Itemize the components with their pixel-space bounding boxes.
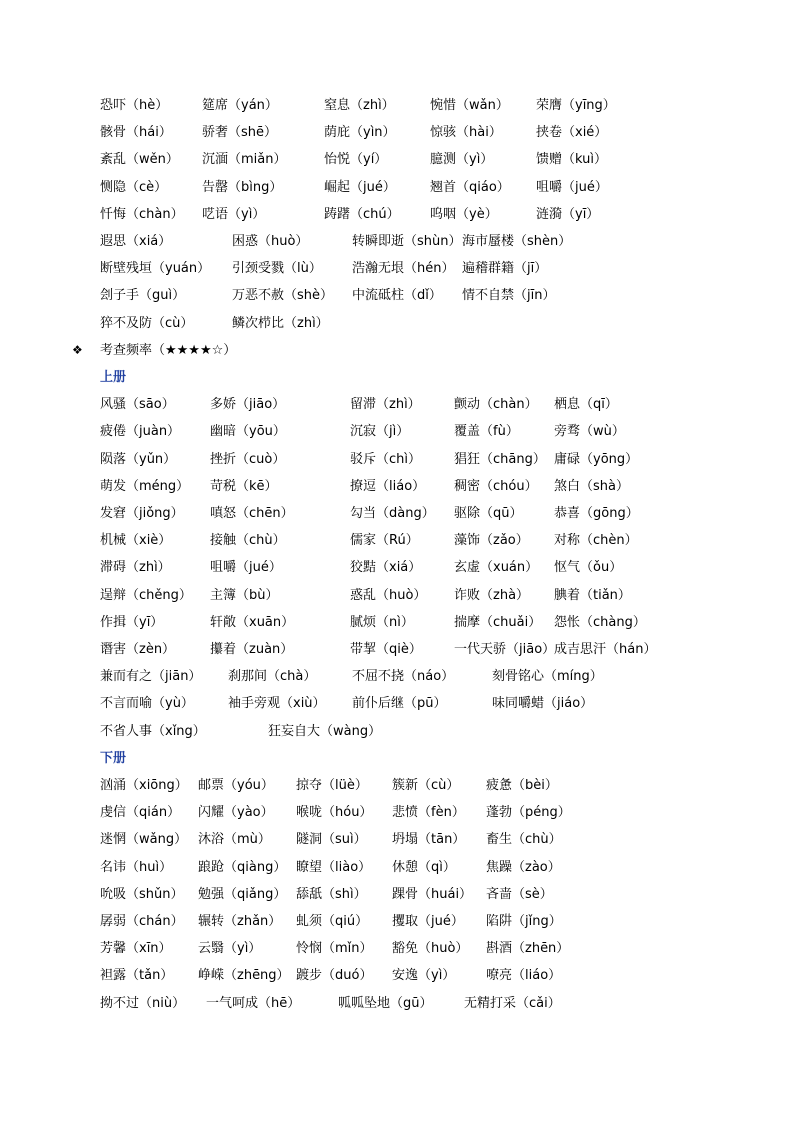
vocab-entry: 袒露（tǎn） <box>100 968 174 984</box>
vocab-entry: 沉湎（miǎn） <box>202 152 287 168</box>
vocab-entry: 悲愤（fèn） <box>392 805 465 821</box>
vocab-entry: 刽子手（guì） <box>100 288 186 304</box>
vocab-entry: 骄奢（shē） <box>202 125 278 141</box>
vocab-entry: 狂妄自大（wàng） <box>268 723 382 739</box>
volume-subheading: 下册 <box>100 750 127 766</box>
vocab-entry: 逞辩（chěng） <box>100 587 192 603</box>
vocab-entry: 陨落（yǔn） <box>100 451 177 467</box>
vocab-entry: 筵席（yán） <box>202 98 278 113</box>
vocab-entry: 坍塌（tān） <box>392 832 466 848</box>
vocab-entry: 挟卷（xié） <box>536 125 608 141</box>
vocab-entry: 邮票（yóu） <box>198 778 274 793</box>
vocab-entry: 遐思（xiá） <box>100 234 172 249</box>
vocab-entry: 豁免（huò） <box>392 941 469 957</box>
vocab-entry: 前仆后继（pū） <box>352 696 447 712</box>
vocab-entry: 勉强（qiǎng） <box>198 886 287 902</box>
vocab-entry: 臆测（yì） <box>430 152 494 168</box>
vocab-entry: 撩逗（liáo） <box>350 478 426 494</box>
vocab-entry: 万恶不赦（shè） <box>232 288 334 304</box>
vocab-entry: 不屈不挠（náo） <box>352 669 455 685</box>
vocab-entry: 转瞬即逝（shùn） <box>352 234 462 249</box>
vocab-entry: 惋惜（wǎn） <box>430 98 509 113</box>
vocab-entry: 成吉思汗（hán） <box>554 642 657 657</box>
vocab-entry: 拗不过（niù） <box>100 995 186 1011</box>
vocab-entry: 告罄（bìng） <box>202 179 283 195</box>
vocab-entry: 滞碍（zhì） <box>100 560 171 576</box>
vocab-entry: 名讳（huì） <box>100 859 173 875</box>
vocab-entry: 猖狂（chāng） <box>454 451 546 467</box>
vocab-entry: 辗转（zhǎn） <box>198 914 282 929</box>
vocab-entry: 猝不及防（cù） <box>100 315 194 331</box>
vocab-entry: 迷惘（wǎng） <box>100 832 188 848</box>
vocab-entry: 勾当（dàng） <box>350 506 435 521</box>
vocab-entry: 儒家（Rú） <box>350 533 419 549</box>
vocab-entry: 带挈（qiè） <box>350 642 422 657</box>
vocab-entry: 多娇（jiāo） <box>210 397 286 413</box>
vocab-entry: 舔舐（shì） <box>296 886 367 902</box>
vocab-entry: 对称（chèn） <box>554 533 638 549</box>
vocab-entry: 忏悔（chàn） <box>100 206 184 222</box>
vocab-entry: 机械（xiè） <box>100 533 172 549</box>
vocab-entry: 蓬勃（péng） <box>486 805 571 821</box>
diamond-bullet-icon: ❖ <box>72 342 83 357</box>
vocab-entry: 苛税（kē） <box>210 478 278 494</box>
vocab-entry: 风骚（sāo） <box>100 397 175 413</box>
vocab-entry: 怄气（ǒu） <box>554 560 623 576</box>
vocab-entry: 惊骇（hài） <box>430 125 502 141</box>
vocab-entry: 斟酒（zhēn） <box>486 941 570 957</box>
vocab-entry: 云翳（yì） <box>198 941 262 957</box>
vocab-entry: 恐吓（hè） <box>100 98 169 113</box>
vocab-entry: 作揖（yī） <box>100 614 164 630</box>
vocab-entry: 汹涌（xiōng） <box>100 778 188 793</box>
vocab-entry: 庸碌（yōng） <box>554 451 639 467</box>
vocab-entry: 畜生（chù） <box>486 832 562 848</box>
vocab-entry: 轩敞（xuān） <box>210 614 295 630</box>
vocab-entry: 不省人事（xǐng） <box>100 723 206 739</box>
vocab-entry: 攥着（zuàn） <box>210 642 294 657</box>
vocab-entry: 幽暗（yōu） <box>210 424 286 440</box>
vocab-entry: 隧洞（suì） <box>296 832 367 848</box>
vocab-entry: 味同嚼蜡（jiáo） <box>492 696 594 712</box>
vocab-entry: 刹那间（chà） <box>228 669 317 685</box>
vocab-entry: 怡悦（yí） <box>324 152 388 168</box>
vocab-entry: 窒息（zhì） <box>324 98 395 113</box>
vocab-entry: 馈赠（kuì） <box>536 152 607 168</box>
vocab-entry: 掠夺（lüè） <box>296 778 368 793</box>
vocab-entry: 诈败（zhà） <box>454 587 530 603</box>
vocab-entry: 怨怅（chàng） <box>554 614 646 630</box>
vocab-entry: 困惑（huò） <box>232 234 309 249</box>
vocab-entry: 骸骨（hái） <box>100 125 172 141</box>
vocab-entry: 沉寂（jì） <box>350 424 410 440</box>
vocab-entry: 驱除（qū） <box>454 506 523 521</box>
vocab-entry: 主簿（bù） <box>210 587 279 603</box>
vocab-entry: 踌躇（chú） <box>324 206 400 222</box>
vocab-entry: 荣膺（yīng） <box>536 98 616 113</box>
vocab-entry: 咀嚼（jué） <box>210 560 282 576</box>
vocab-entry: 腻烦（nì） <box>350 614 414 630</box>
vocab-entry: 嘹亮（liáo） <box>486 968 562 984</box>
vocab-entry: 芳馨（xīn） <box>100 941 172 957</box>
vocab-entry: 挫折（cuò） <box>210 451 286 467</box>
vocab-entry: 恻隐（cè） <box>100 179 168 195</box>
vocab-entry: 疲倦（juàn） <box>100 424 181 440</box>
vocab-entry: 紊乱（wěn） <box>100 152 179 168</box>
vocab-entry: 藻饰（zǎo） <box>454 533 529 549</box>
vocab-entry: 荫庇（yìn） <box>324 125 396 141</box>
vocab-entry: 刻骨铭心（míng） <box>492 669 603 685</box>
vocab-entry: 翘首（qiáo） <box>430 179 510 195</box>
vocab-entry: 煞白（shà） <box>554 478 629 494</box>
vocab-entry: 峥嵘（zhēng） <box>198 968 290 984</box>
vocab-entry: 惑乱（huò） <box>350 587 427 603</box>
vocab-entry: 沐浴（mù） <box>198 832 271 848</box>
vocab-entry: 揣摩（chuǎi） <box>454 614 542 630</box>
vocab-entry: 栖息（qī） <box>554 397 618 413</box>
vocab-entry: 陷阱（jǐng） <box>486 914 562 929</box>
vocab-entry: 吮吸（shǔn） <box>100 886 184 902</box>
vocab-entry: 无精打采（cǎi） <box>464 995 561 1011</box>
vocab-entry: 萌发（méng） <box>100 478 190 494</box>
vocab-entry: 玄虚（xuán） <box>454 560 539 576</box>
vocab-entry: 浩瀚无垠（hén） <box>352 261 455 277</box>
frequency-heading: 考查频率（★★★★☆） <box>100 342 237 358</box>
vocab-entry: 虔信（qián） <box>100 805 181 821</box>
vocab-entry: 呜咽（yè） <box>430 206 498 222</box>
vocab-entry: 疲惫（bèi） <box>486 778 558 793</box>
vocab-entry: 虬须（qiú） <box>296 914 369 929</box>
vocab-entry: 恭喜（gōng） <box>554 506 639 521</box>
vocab-entry: 孱弱（chán） <box>100 914 184 929</box>
vocab-entry: 怜悯（mǐn） <box>296 941 373 957</box>
vocab-entry: 鳞次栉比（zhì） <box>232 315 329 331</box>
vocab-entry: 引颈受戮（lù） <box>232 261 322 277</box>
vocab-entry: 休憩（qì） <box>392 859 456 875</box>
vocab-entry: 不言而喻（yù） <box>100 696 194 712</box>
vocab-entry: 兼而有之（jiān） <box>100 669 202 685</box>
vocab-entry: 海市蜃楼（shèn） <box>462 234 572 249</box>
vocab-entry: 稠密（chóu） <box>454 478 538 494</box>
vocab-entry: 攫取（jué） <box>392 914 464 929</box>
vocab-entry: 颤动（chàn） <box>454 397 538 413</box>
vocab-entry: 涟漪（yī） <box>536 206 600 222</box>
vocab-entry: 一代天骄（jiāo） <box>454 642 556 657</box>
vocab-entry: 中流砥柱（dǐ） <box>352 288 442 304</box>
vocab-entry: 瞭望（liào） <box>296 859 372 875</box>
vocab-entry: 踝骨（huái） <box>392 886 473 902</box>
vocab-entry: 踱步（duó） <box>296 968 373 984</box>
vocab-entry: 闪耀（yào） <box>198 805 274 821</box>
vocab-entry: 喉咙（hóu） <box>296 805 373 821</box>
vocab-entry: 吝啬（sè） <box>486 886 553 902</box>
vocab-entry: 发窘（jiǒng） <box>100 506 184 521</box>
vocab-entry: 断壁残垣（yuán） <box>100 261 211 277</box>
vocab-entry: 腆着（tiǎn） <box>554 587 631 603</box>
vocab-entry: 呓语（yì） <box>202 206 266 222</box>
vocab-entry: 踉跄（qiàng） <box>198 859 287 875</box>
vocab-entry: 覆盖（fù） <box>454 424 519 440</box>
vocab-entry: 遍稽群籍（jī） <box>462 261 548 277</box>
vocab-entry: 接触（chù） <box>210 533 286 549</box>
vocab-entry: 袖手旁观（xiù） <box>228 696 326 712</box>
vocab-entry: 安逸（yì） <box>392 968 456 984</box>
vocab-entry: 驳斥（chì） <box>350 451 421 467</box>
vocab-entry: 旁骛（wù） <box>554 424 625 440</box>
vocab-entry: 嗔怒（chēn） <box>210 506 294 521</box>
vocab-entry: 咀嚼（jué） <box>536 179 608 195</box>
vocab-entry: 狡黠（xiá） <box>350 560 422 576</box>
vocab-entry: 呱呱坠地（gū） <box>338 995 433 1011</box>
vocab-entry: 焦躁（zào） <box>486 859 561 875</box>
vocab-entry: 留滞（zhì） <box>350 397 421 413</box>
volume-subheading: 上册 <box>100 370 127 385</box>
vocab-entry: 一气呵成（hē） <box>206 995 301 1011</box>
vocab-entry: 谮害（zèn） <box>100 642 176 657</box>
vocab-entry: 崛起（jué） <box>324 179 396 195</box>
vocab-entry: 情不自禁（jīn） <box>462 288 556 304</box>
vocab-entry: 簇新（cù） <box>392 778 460 793</box>
